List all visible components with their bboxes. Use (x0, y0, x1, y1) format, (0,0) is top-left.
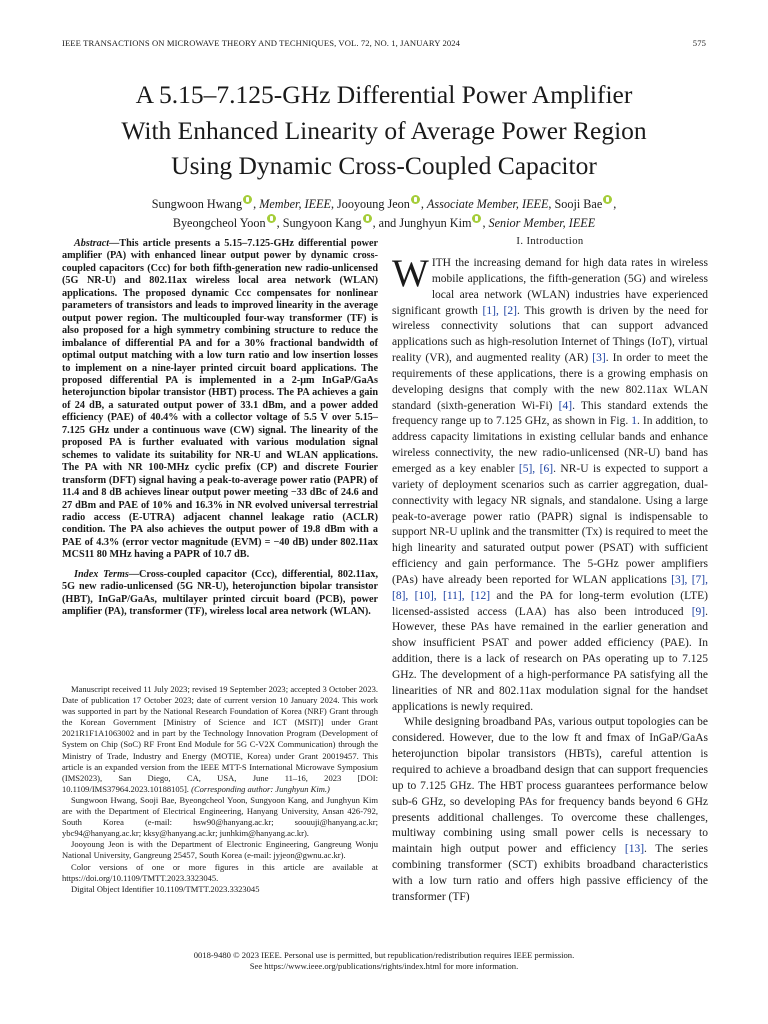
orcid-icon[interactable] (243, 195, 252, 204)
title-line-1: A 5.15–7.125-GHz Differential Power Amplifier (135, 80, 633, 109)
citation-link[interactable]: [1], [2] (482, 304, 517, 317)
title-line-3: Using Dynamic Cross-Coupled Capacitor (171, 151, 597, 180)
citation-link[interactable]: [5], [6] (518, 462, 554, 475)
abstract-text: This article presents a 5.15–7.125-GHz differential power amplifier (PA) with enhanced linear output power by dynamic cross-coupled capacitors (Ccc) for both fifth-generation new radio-unlicensed (5G NR-U) and 802.11ax wireless local area network (WLAN) applications. The proposed dynamic Ccc compensates for nonlinear parameters of transistors and leads to improved linearity in the average output power region. The multicoupled four-way transformer (TF) is also proposed for a high symmetry combining structure to reduce the imbalance of differential PA and for a 30% fractional bandwidth of optimal output matching with a low turn ratio and low insertion losses to implement on a nine-layer printed circuit board applications. The proposed differential PA is implemented in a 2-μm InGaP/GaAs heterojunction bipolar transistor (HBT) process. The PA achieves a gain of 24 dB, a saturated output power of 33.1 dBm, and a power added efficiency (PAE) of 40.4% with a collector voltage of 5.5 V over 5.15–7.125 GHz under a continuous wave (CW) signal. The linearity of the proposed PA is further evaluated with various modulation signal schemes to validate its suitability for NR-U and WLAN applications. The PA with NR 100-MHz cyclic prefix (CP) and discrete Fourier transform (DFT) signal having a peak-to-average power ratio (PAPR) of 11.4 and 8 dB achieves linear output power meeting −33 dBc of 24.6 and 27 dBm and PAE of 10% and 16.3% in NR evolved universal terrestrial radio access (E-UTRA) adjacent channel leakage ratio (ACLR) condition. The PA also achieves the output power of 19.8 dBm with a PAE of 4.3% (error vector magnitude (EVM) = −40 dB) under 802.11ax MCS11 80 MHz having a PAPR of 10.7 dB. (62, 238, 378, 561)
citation-link[interactable]: [3], [7], [8], [10], [11], [12] (392, 573, 708, 602)
footnote-affiliation-2: Jooyoung Jeon is with the Department of Electronic Engineering, Gangreung Wonju National University, Gangreung 25457, South Korea (e-mail: jyjeon@gwnu.ac.kr). (62, 839, 378, 861)
author-name: Junghyun Kim (399, 216, 472, 230)
index-terms-text: Cross-coupled capacitor (Ccc), differential, 802.11ax, 5G new radio-unlicensed (5G NR-U), heterojunction bipolar transistor (HBT), InGaP/GaAs, multilayer printed circuit board (PCB), power amplifier (PA), transformer (TF), wireless local area network (WLAN). (62, 568, 378, 618)
author-list (70, 195, 698, 233)
running-header (62, 38, 706, 48)
corresponding-author: (Corresponding author: Junghyun Kim.) (191, 783, 330, 794)
right-column (392, 236, 708, 906)
author-role: Associate Member, IEEE (426, 197, 549, 211)
left-column (62, 238, 378, 619)
intro-paragraph-1: WITH the increasing demand for high data rates in wireless mobile applications, the fifth-generation (5G) and wireless local area network (WLAN) industries have experienced significant growth [1], [2]. This growth is driven by the need for wireless connectivity solutions that can support advanced applications such as high-resolution Internet of Things (IoT), virtual reality (VR), and augmented reality (AR) [3]. In order to meet the requirements of these applications, there is a growing emphasis on developing designs that comply with the new 802.11ax WLAN standard (sixth-generation Wi-Fi) [4]. This standard extends the frequency range up to 7.125 GHz, as shown in Fig. 1. In addition, to address capacity limitations in existing cellular bands and enhance wireless connectivity, the new radio-unlicensed (NR-U) band has emerged as a key enabler [5], [6]. NR-U is expected to support a variety of deployment scenarios such as carrier aggregation, dual-connectivity with legacy NR signals, and standalone. Using a large peak-to-average power ratio (PAPR) signal is indispensable to support NR-U uplink and the transmitter (Tx) is required to meet the high linearity and saturated output power (PSAT) with sufficient efficiency and gain performance. The 5-GHz power amplifiers (PAs) have already been reported for WLAN applications [3], [7], [8], [10], [11], [12] and the PA for long-term evolution (LTE) licensed-assisted access (LAA) has also been introduced [9]. However, these PAs have remained in the earlier generation and show insufficient PSAT and power added efficiency (PAE). In addition, there is a lack of research on PAs operating up to 7.125 GHz. The development of a high-performance PA satisfying all the linearities of NR and 802.11ax modulation signal for the handset applications is newly required. (392, 252, 709, 713)
orcid-icon[interactable] (603, 195, 612, 204)
footnote-affiliation-1: Sungwoon Hwang, Sooji Bae, Byeongcheol Yoon, Sungyoon Kang, and Junghyun Kim are with the Department of Electrical Engineering, Hanyang University, Ansan 426-792, South Korea (e-mail: hsw90@hanyang.ac.kr; soouuji@hanyang.ac.kr; ybc94@hanyang.ac.kr; kksy@hanyang.ac.kr; junhkim@hanyang.ac.kr). (62, 794, 378, 839)
orcid-icon[interactable] (472, 214, 481, 223)
author-name: Jooyoung Jeon (337, 197, 410, 211)
orcid-icon[interactable] (267, 214, 276, 223)
author-name: Sooji Bae (554, 197, 603, 211)
author-line-1: Sungwoon Hwang , Member, IEEE, Jooyoung Jeon , Associate Member, IEEE, Sooji Bae , (151, 197, 617, 211)
intro-paragraph-2: While designing broadband PAs, various output topologies can be considered. However, due to the low ft and fmax of InGaP/GaAs heterojunction bipolar transistors (HBTs), careful attention is required to achieve a broadband design that can support frequencies up to 7.125 GHz. The HBT process guarantees performance below sub-6 GHz, so developing PAs for frequency bands beyond 6 GHz presents additional challenges. To overcome these challenges, multiway combining using small power cells is necessary to maintain high output power and efficiency [13]. The series combining transformer (SCT) exhibits broadband characteristics with a low turn ratio and offers high passive efficiency of the transformer (TF) (392, 716, 708, 903)
orcid-icon[interactable] (363, 214, 372, 223)
first-page-footnote (62, 684, 378, 895)
figure-link[interactable]: 1 (631, 415, 637, 428)
author-name: Byeongcheol Yoon (172, 216, 266, 230)
citation-link[interactable]: [4] (558, 399, 573, 412)
author-role: Senior Member, IEEE (488, 216, 596, 230)
footnote-manuscript: Manuscript received 11 July 2023; revised 19 September 2023; accepted 3 October 2023. Date of publication 17 October 2023; date of current version 10 January 2024. This work was supported in part by the National Research Foundation of Korea (NRF) Grant through the Korean Government [Ministry of Science and ICT (MSIT)] under Grant 2021R1F1A1063002 and in part by the Technology Innovation Program (Development of System on Chip (SoC) RF Front End Module for 5G C-V2X Communication) through the Ministry of Trade, Industry and Energy (MOTIE, Korea) under Grant 20019457. This article is an expanded version from the IEEE MTT-S International Microwave Symposium (IMS2023), San Diego, CA, USA, June 11–16, 2023 [DOI: 10.1109/IMS37964.2023.10188105]. (Corresponding author: Junghyun Kim.) (62, 684, 378, 794)
footnote-color-versions: Color versions of one or more figures in this article are available at https://doi.org/10.1109/TMTT.2023.3323045. (62, 861, 378, 883)
title-line-2: With Enhanced Linearity of Average Power Region (121, 115, 647, 145)
paper-title (40, 77, 728, 184)
section-numeral: I. (516, 236, 524, 247)
section-title: Introduction (526, 236, 584, 247)
section-heading-introduction (392, 236, 708, 247)
page-number: 575 (692, 38, 706, 48)
author-name: Sungwoon Hwang (151, 197, 243, 211)
citation-link[interactable]: [3] (592, 352, 606, 365)
abstract (62, 238, 378, 562)
copyright-line-1: 0018-9480 © 2023 IEEE. Personal use is permitted, but republication/redistribution requires IEEE permission. (193, 950, 575, 960)
journal-name: IEEE TRANSACTIONS ON MICROWAVE THEORY AND TECHNIQUES, VOL. 72, NO. 1, JANUARY 2024 (62, 38, 461, 48)
author-conjunction: and (378, 216, 397, 230)
citation-link[interactable]: [9] (691, 605, 706, 618)
author-role: Member, IEEE (259, 197, 331, 211)
author-name: Sungyoon Kang (282, 216, 362, 230)
author-line-2: Byeongcheol Yoon , Sungyoon Kang , and Junghyun Kim , Senior Member, IEEE (172, 216, 596, 230)
abstract-label: Abstract— (74, 238, 120, 249)
index-terms (62, 569, 378, 619)
index-terms-label: Index Terms— (74, 568, 140, 580)
citation-link[interactable]: [13] (624, 843, 645, 856)
orcid-icon[interactable] (411, 195, 420, 204)
copyright-line-2: See https://www.ieee.org/publications/rights/index.html for more information. (249, 961, 519, 971)
footnote-doi: Digital Object Identifier 10.1109/TMTT.2023.3323045 (71, 883, 260, 894)
copyright-footer (0, 950, 768, 972)
